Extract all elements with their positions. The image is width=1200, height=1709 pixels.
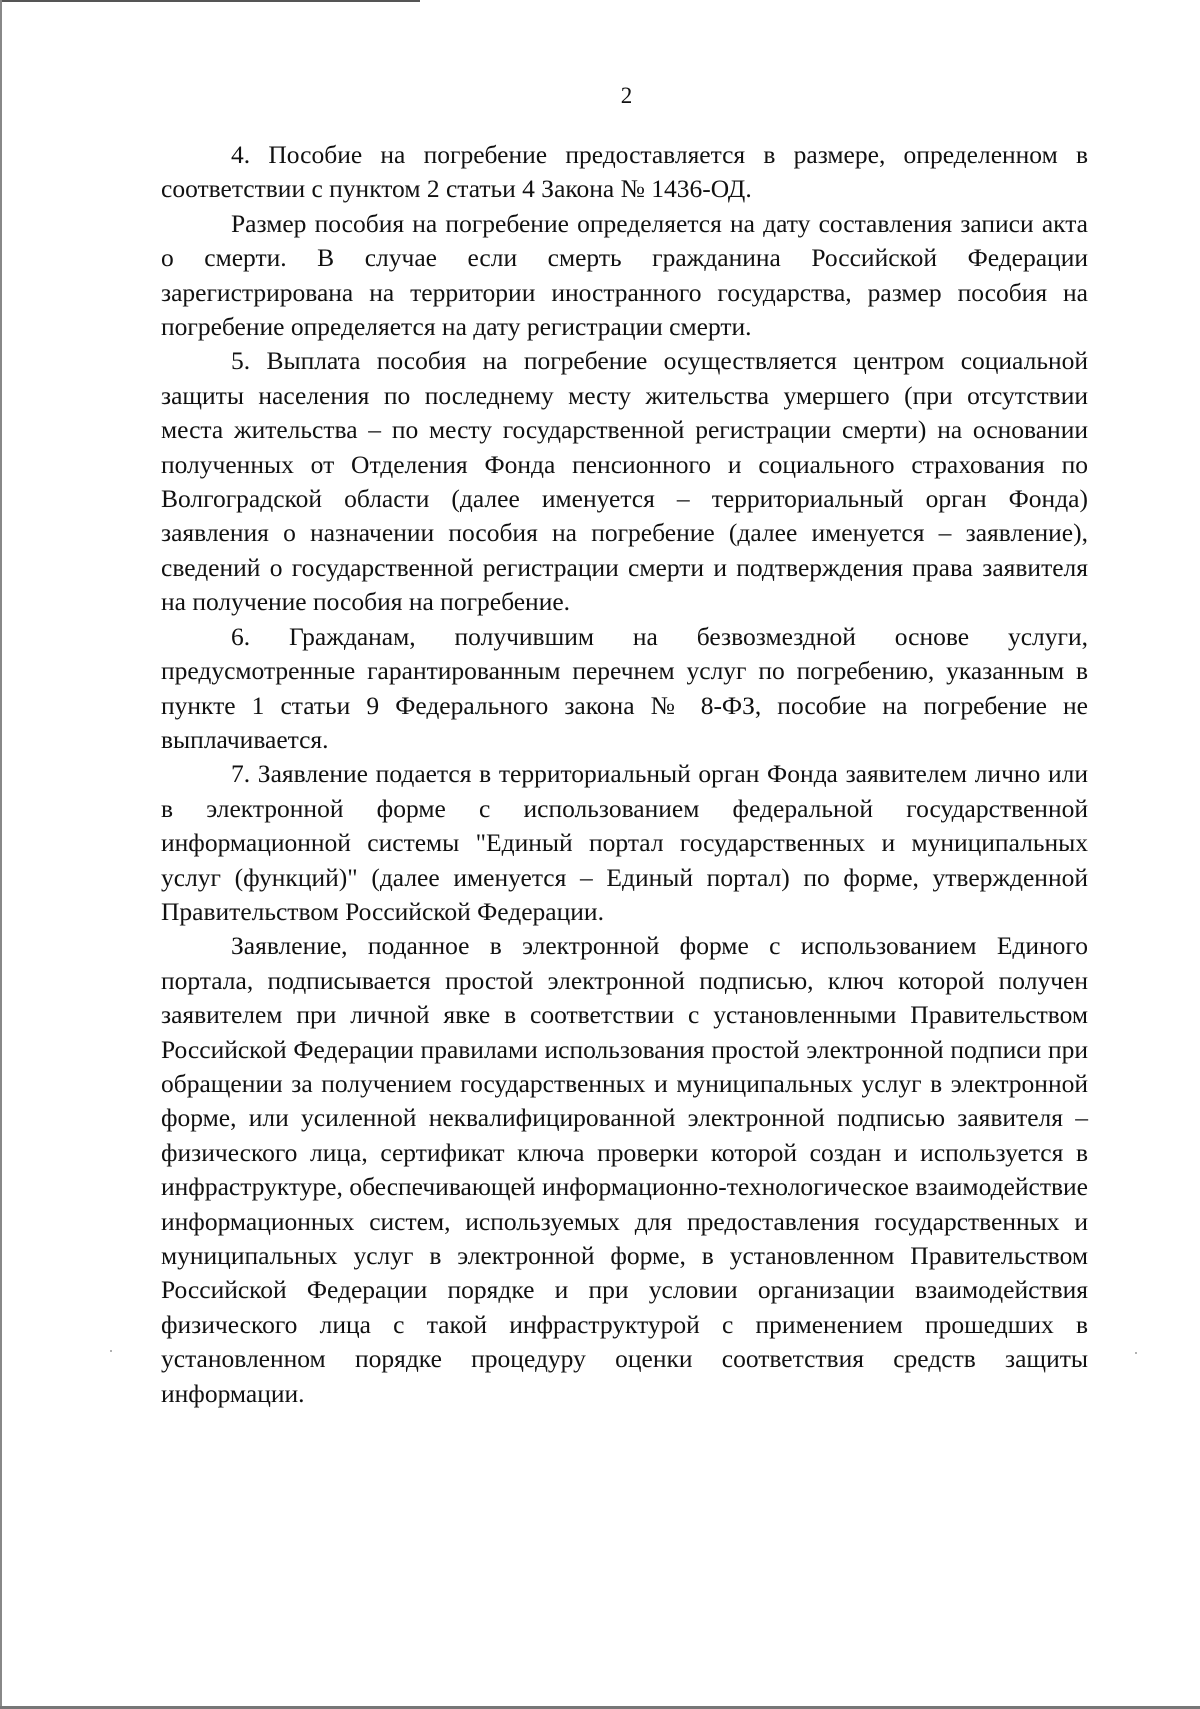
paragraph-4-continued: Размер пособия на погребение определяется на дату составления записи акта о смерти. В случае если смерть гражданина Российской Федерации зарегистрирована на территории иностранного государства, размер пособия на погребение определяется на дату регистрации смерти.	[161, 208, 1088, 342]
paragraph-5: 5. Выплата пособия на погребение осуществляется центром социальной защиты населения по последнему месту жительства умершего (при отсутствии места жительства – по месту государственной регистрации смерти) на основании полученных от Отделения Фонда пенсионного и социального страхования по Волгоградской области (далее именуется – территориальный орган Фонда) заявления о назначении пособия на погребение (далее именуется – заявление), сведений о государственной регистрации смерти и подтверждения права заявителя на получение пособия на погребение.	[161, 346, 1088, 617]
scan-edge-left	[0, 0, 2, 1709]
scan-speck	[1135, 1352, 1137, 1354]
paragraph-7-continued: Заявление, поданное в электронной форме с использованием Единого портала, подписывается простой электронной подписью, ключ которой получен заявителем при личной явке в соответствии с установленными Правительством Российской Федерации правилами использования простой электронной подписи при обращении за получением государственных и муниципальных услуг в электронной форме, или усиленной неквалифицированной электронной подписью заявителя – физического лица, сертификат ключа проверки которой создан и используется в инфраструктуре, обеспечивающей информационно-технологическое взаимодействие информационных систем, используемых для предоставления государственных и муниципальных услуг в электронной форме, в установленном Правительством Российской Федерации порядке и при условии организации взаимодействия физического лица с такой инфраструктурой с применением прошедших в установленном порядке процедуру оценки соответствия средств защиты информации.	[161, 931, 1088, 1408]
scan-speck	[110, 1350, 112, 1352]
scan-edge-top	[0, 0, 420, 2]
document-body	[161, 138, 1088, 1411]
paragraph-6: 6. Гражданам, получившим на безвозмездной основе услуги, предусмотренные гарантированным перечнем услуг по погребению, указанным в пункте 1 статьи 9 Федерального закона № 8-ФЗ, пособие на погребение не выплачивается.	[161, 621, 1088, 754]
paragraph-4: 4. Пособие на погребение предоставляется в размере, определенном в соответствии с пунктом 2 статьи 4 Закона № 1436-ОД.	[161, 140, 1088, 204]
page-number: 2	[620, 83, 633, 108]
paragraph-7: 7. Заявление подается в территориальный орган Фонда заявителем лично или в электронной форме с использованием федеральной государственной информационной системы "Единый портал государственных и муниципальных услуг (функций)" (далее именуется – Единый портал) по форме, утвержденной Правительством Российской Федерации.	[161, 759, 1088, 926]
